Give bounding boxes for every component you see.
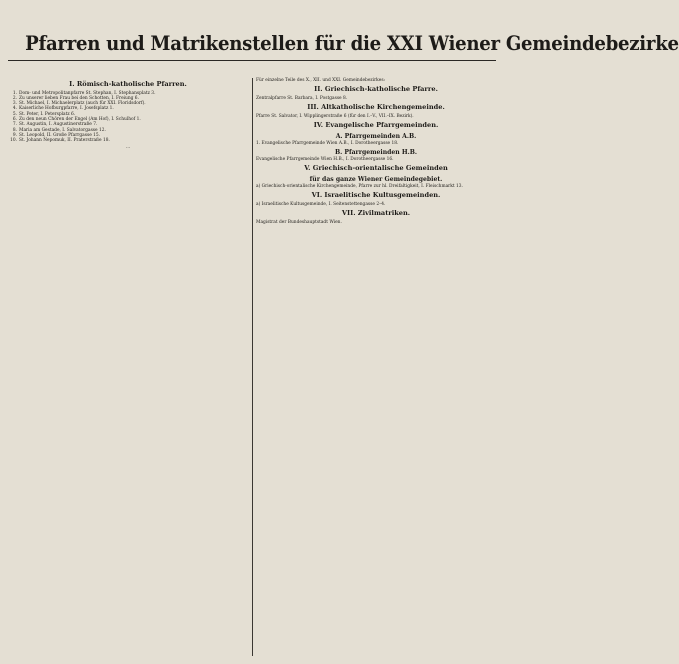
entry-number: 10. — [10, 138, 17, 144]
right-column — [256, 78, 496, 656]
title-rule — [8, 60, 496, 61]
old-catholic-text: Pfarre St. Salvator, I. Wipplingerstraße 6 (für den I.–V., VII.–IX. Bezirk). — [256, 113, 414, 119]
hb-text: Evangelische Pfarrgemeinde Wien H.B., I. Dorotheergasse 16. — [256, 156, 394, 162]
page-title: Pfarren und Matrikenstellen für die XXI Wiener Gemeindebezirke — [25, 32, 679, 55]
section-heading-old-catholic: III. Altkatholische Kirchengemeinde. — [307, 103, 445, 112]
entry-text: Maria am Gestade, I. Salvatorgasse 12. — [19, 127, 106, 133]
section-heading-civil-registers: VII. Zivilmatriken. — [341, 208, 411, 217]
entry-text: St. Michael, I. Michaelerplatz (auch für XXI. Floridsdorf). — [19, 101, 146, 107]
entry-number: 3. — [12, 101, 17, 107]
entry-number: 9. — [12, 132, 17, 138]
entry-number: 8. — [12, 127, 17, 133]
parish-list — [8, 91, 248, 144]
entry-number: 1. — [12, 90, 17, 96]
entry-text: Zu den neun Chören der Engel (Am Hof), I. Schulhof 1. — [19, 117, 141, 123]
section-heading-greek-orthodox: V. Griechisch-orientalische Gemeinden — [304, 164, 448, 173]
section-heading-evangelical: IV. Evangelische Pfarrgemeinden. — [313, 121, 439, 130]
column-divider — [252, 78, 253, 656]
entry-text: St. Leopold, II. Große Pfarrgasse 15. — [19, 132, 101, 138]
entry-number: 2. — [12, 95, 17, 101]
greek-orthodox-text: a) Griechisch-orientalische Kirchengemeinde, Pfarre zur hl. Dreifaltigkeit, I. Fleischmarkt 13. — [256, 183, 463, 189]
section-heading-greek-catholic: II. Griechisch-katholische Pfarre. — [314, 85, 438, 94]
subheading-hb: B. Pfarrgemeinden H.B. — [334, 148, 418, 156]
entry-text: St. Johann Nepomuk, II. Praterstraße 18. — [19, 138, 110, 144]
entry-number: 7. — [12, 122, 17, 128]
entry-text: St. Augustin, I. Augustinerstraße 7. — [19, 122, 98, 128]
left-column — [8, 78, 248, 656]
entry-text: St. Peter, I. Petersplatz 6. — [19, 111, 76, 117]
section-heading-israelite: VI. Israelitische Kultusgemeinden. — [311, 191, 441, 200]
document-page — [8, 8, 679, 656]
columns — [8, 78, 496, 656]
civil-registers-text: Magistrat der Bundeshauptstadt Wien. — [256, 219, 342, 225]
ab-text: 1. Evangelische Pfarrgemeinde Wien A.B., I. Dorotheergasse 18. — [256, 140, 399, 146]
intro-text: Für einzelne Teile des X., XII. und XXI. Gemeindebezirkes: — [256, 78, 386, 83]
greek-orthodox-subheading: für das ganze Wiener Gemeindegebiet. — [309, 175, 443, 183]
entry-number: 5. — [12, 111, 17, 117]
section-heading-roman-catholic: I. Römisch-katholische Pfarren. — [69, 80, 187, 88]
entry-text: Zu unserer lieben Frau bei den Schotten, I. Freiung 6. — [19, 95, 139, 101]
parish-entry — [8, 138, 248, 143]
entry-text: Dom- und Metropolitanpfarre St. Stephan, I. Stephansplatz 3. — [19, 90, 156, 96]
entry-text: Kaiserliche Hofburgpfarre, I. Josefsplatz 1. — [19, 106, 114, 112]
greek-catholic-text: Zentralpfarre St. Barbara, I. Postgasse 8. — [256, 95, 348, 101]
entry-number: 4. — [12, 106, 17, 112]
list-continuation: … — [125, 144, 131, 150]
israelite-text: a) Israelitische Kultusgemeinde, I. Seitenstettengasse 2–4. — [256, 201, 386, 207]
entry-number: 6. — [12, 117, 17, 123]
subheading-ab: A. Pfarrgemeinden A.B. — [335, 132, 417, 140]
